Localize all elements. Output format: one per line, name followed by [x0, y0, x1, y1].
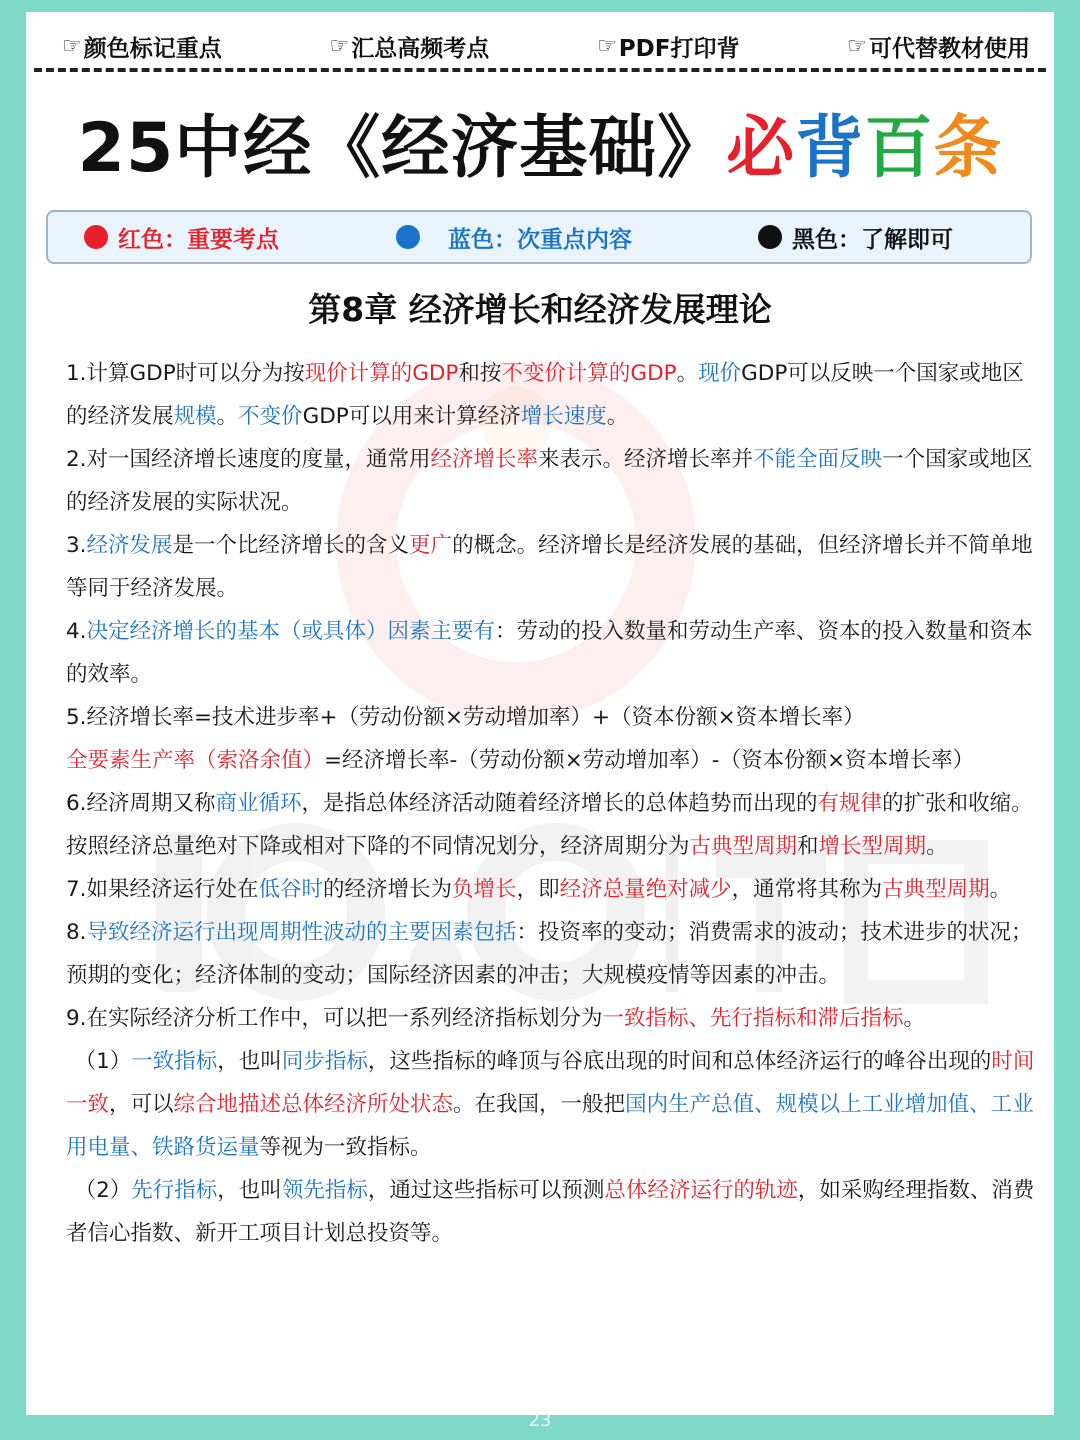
pointing-hand-icon: ☞ [597, 33, 617, 59]
key-point-text: 全要素生产率（索洛余值） [66, 748, 325, 773]
secondary-point-text: 不能全面反映 [753, 447, 883, 472]
legend-item-blue [396, 212, 632, 262]
blue-dot-icon [396, 225, 420, 249]
pointing-hand-icon: ☞ [329, 33, 350, 59]
plain-text: 是一个比经济增长的含义 [172, 533, 410, 558]
key-point-text: 经济增长率 [430, 447, 539, 472]
key-point-text: 综合地描述总体经济所处状态 [173, 1092, 454, 1117]
feature-bar [26, 26, 1054, 66]
note-paragraph [66, 610, 1036, 696]
secondary-point-text: 商业循环 [215, 791, 302, 816]
key-point-text: 增长型周期 [818, 834, 927, 859]
plain-text: =经济增长率-（劳动份额×劳动增加率）-（资本份额×资本增长率） [324, 748, 975, 773]
plain-text: 6.经济周期又称 [66, 791, 216, 816]
note-paragraph [66, 1040, 1036, 1169]
plain-text: 1.计算GDP时可以分为按 [66, 361, 305, 386]
secondary-point-text: 规模 [173, 404, 217, 429]
key-point-text: 时间一致 [66, 1049, 1035, 1117]
plain-text: ，也叫 [217, 1049, 282, 1074]
feature-item [62, 26, 222, 66]
plain-text: 的经济增长为 [323, 877, 453, 902]
key-point-text: 不变价计算的GDP [501, 361, 677, 386]
plain-text: 。 [903, 1006, 926, 1031]
title-char-green: 百 [864, 109, 934, 188]
plain-text: 5.经济增长率=技术进步率+（劳动份额×劳动增加率）+（资本份额×资本增长率） [66, 705, 865, 730]
plain-text: 等视为一致指标。 [259, 1135, 432, 1160]
feature-item [597, 26, 739, 66]
plain-text: ，通常将其称为 [731, 877, 883, 902]
key-point-text: 古典型周期 [689, 834, 798, 859]
secondary-point-text: 增长速度 [520, 404, 607, 429]
plain-text: 和按 [458, 361, 502, 386]
plain-text: 7.如果经济运行处在 [66, 877, 259, 902]
plain-text: ，也叫 [217, 1178, 282, 1203]
note-paragraph [66, 524, 1036, 610]
key-point-text: 经济总量绝对减少 [559, 877, 732, 902]
plain-text: ，可以 [109, 1092, 174, 1117]
plain-text: 。 [989, 877, 1012, 902]
document-page [26, 12, 1054, 1415]
secondary-point-text: 领先指标 [281, 1178, 368, 1203]
plain-text: ，即 [516, 877, 560, 902]
secondary-point-text: 同步指标 [281, 1049, 368, 1074]
key-point-text: 一致指标、先行指标和滞后指标 [602, 1006, 904, 1031]
page-title [26, 94, 1054, 191]
note-paragraph [66, 438, 1036, 524]
plain-text: 。 [926, 834, 948, 859]
pointing-hand-icon: ☞ [62, 33, 82, 59]
chapter-heading: 第8章 经济增长和经济发展理论 [308, 290, 772, 329]
plain-text: （2） [74, 1178, 132, 1203]
plain-text: 2.对一国经济增长速度的度量，通常用 [66, 447, 431, 472]
secondary-point-text: 不变价 [238, 404, 303, 429]
key-point-text: 更广 [409, 533, 453, 558]
feature-label: 汇总高频考点 [351, 35, 490, 62]
key-point-text: 总体经济运行的轨迹 [604, 1178, 798, 1203]
plain-text: 。 [606, 404, 629, 429]
plain-text: ：劳动的投入数量和劳动生产率、资本的投入数量和资本的效率。 [66, 619, 1033, 687]
title-char-orange: 条 [933, 109, 1003, 188]
plain-text: ，通过这些指标可以预测 [367, 1178, 605, 1203]
feature-label: PDF打印背 [618, 35, 740, 62]
plain-text: 。 [676, 361, 699, 386]
secondary-point-text: 经济发展 [86, 533, 173, 558]
feature-item [847, 26, 1030, 66]
plain-text: GDP可以用来计算经济 [302, 404, 521, 429]
pointing-hand-icon: ☞ [847, 33, 867, 59]
plain-text: 的概念。经济增长是经济发展的基础，但经济增长并不简单地等同于经济发展。 [66, 533, 1033, 601]
title-main: 25中经《经济基础》 [77, 109, 727, 188]
dashed-divider [34, 68, 1046, 72]
secondary-point-text: 一致指标 [131, 1049, 218, 1074]
note-paragraph [66, 782, 1036, 868]
note-paragraph [66, 868, 1036, 911]
legend-label: 蓝色：次重点内容 [448, 226, 632, 253]
plain-text: 。在我国，一般把 [453, 1092, 626, 1117]
plain-text: 3. [66, 533, 87, 558]
feature-label: 可代替教材使用 [869, 35, 1030, 62]
plain-text: ，是指总体经济活动随着经济增长的总体趋势而出现的 [301, 791, 818, 816]
plain-text: 9.在实际经济分析工作中，可以把一系列经济指标划分为 [66, 1006, 603, 1031]
key-point-text: 古典型周期 [882, 877, 990, 902]
key-point-text: 负增长 [452, 877, 517, 902]
plain-text: 8. [66, 920, 87, 945]
plain-text: 和 [797, 834, 819, 859]
plain-text: （1） [74, 1049, 132, 1074]
color-legend [46, 210, 1032, 264]
plain-text: GDP可以反映一个国家或地区的经济发展 [66, 361, 1024, 429]
secondary-point-text: 国内生产总值、规模以上工业增加值、工业用电量、铁路货运量 [66, 1092, 1034, 1160]
plain-text: 。 [216, 404, 239, 429]
red-dot-icon [84, 225, 108, 249]
feature-label: 颜色标记重点 [83, 35, 222, 62]
page-number: 23 [528, 1410, 552, 1431]
title-char-blue: 背 [795, 109, 865, 188]
legend-label: 红色：重要考点 [118, 226, 279, 253]
note-paragraph [66, 1169, 1036, 1255]
note-paragraph [66, 352, 1036, 438]
plain-text: 来表示。经济增长率并 [538, 447, 754, 472]
secondary-point-text: 导致经济运行出现周期性波动的主要因素包括 [86, 920, 517, 945]
legend-item-black [758, 212, 953, 262]
plain-text: 一个国家或地区的经济发展的实际状况。 [66, 447, 1033, 515]
key-point-text: 现价计算的GDP [304, 361, 459, 386]
secondary-point-text: 低谷时 [258, 877, 324, 902]
secondary-point-text: 决定经济增长的基本（或具体）因素主要有 [86, 619, 496, 644]
plain-text: ，如采购经理指数、消费者信心指数、新开工项目计划总投资等。 [66, 1178, 1035, 1246]
legend-label: 黑色：了解即可 [792, 226, 953, 253]
feature-item [330, 26, 490, 66]
secondary-point-text: 先行指标 [131, 1178, 218, 1203]
note-paragraph [66, 739, 1036, 782]
note-paragraph [66, 696, 1036, 739]
notes-body [66, 352, 1036, 1255]
black-dot-icon [758, 225, 782, 249]
title-char-red: 必 [726, 109, 796, 188]
legend-item-red [84, 212, 279, 262]
note-paragraph [66, 997, 1036, 1040]
plain-text: ：投资率的变动；消费需求的波动；技术进步的状况；预期的变化；经济体制的变动；国际经济因素的冲击；大规模疫情等因素的冲击。 [66, 920, 1033, 988]
secondary-point-text: 现价 [698, 361, 742, 386]
key-point-text: 有规律 [817, 791, 883, 816]
plain-text: 4. [66, 619, 87, 644]
plain-text: 的扩张和收缩。按照经济总量绝对下降或相对下降的不同情况划分，经济周期分为 [66, 791, 1033, 859]
note-paragraph [66, 911, 1036, 997]
plain-text: ，这些指标的峰顶与谷底出现的时间和总体经济运行的峰谷出现的 [367, 1049, 992, 1074]
